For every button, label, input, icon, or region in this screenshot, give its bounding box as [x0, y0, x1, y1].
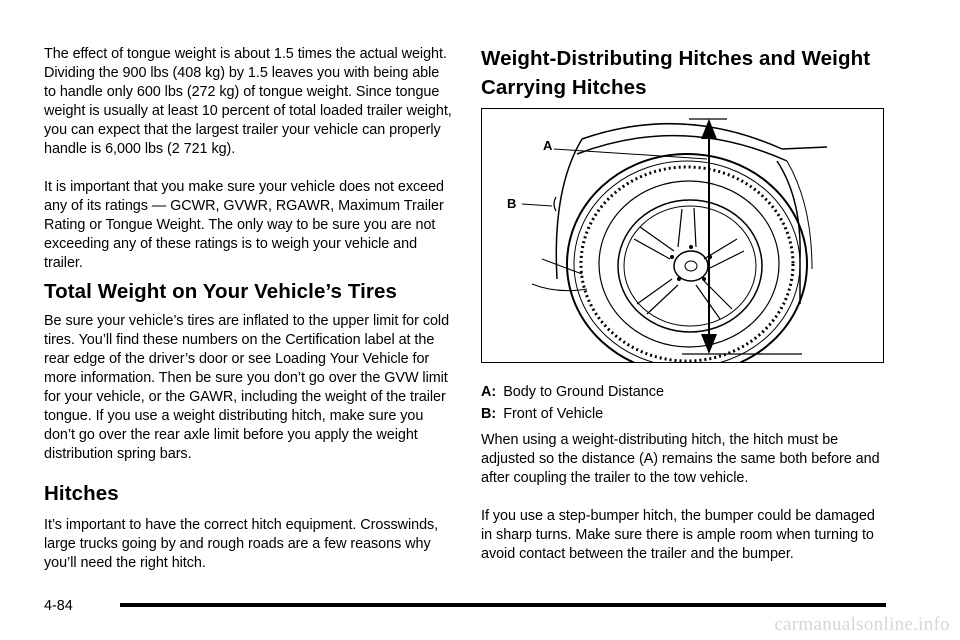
label-a: A	[543, 138, 553, 153]
weight-distributing-paragraph: When using a weight-distributing hitch, the hitch must be adjusted so the distance (A) remains the same both before and after coupling the trailer to the tow vehicle.	[481, 432, 880, 486]
tires-paragraph: Be sure your vehicle’s tires are inflated to the upper limit for cold tires. You’ll find these numbers on the Certification label at the rear edge of the driver’s door or see Loading Your Vehicle for more information. Then be sure you don’t go over the GVW limit for your vehicle, or the GAWR, including the weight of the trailer tongue. If you use a weight distributing hitch, make sure you don’t go over the rear axle limit before you apply the weight distribution spring bars.	[44, 313, 450, 462]
legend-text-a: Body to Ground Distance	[503, 384, 664, 400]
hitches-types-heading: Weight-Distributing Hitches and Weight Carrying Hitches	[481, 47, 871, 99]
ratings-paragraph: It is important that you make sure your vehicle does not exceed any of its ratings — GCWR, GVWR, RGAWR, Maximum Trailer Rating or Tongue Weight. The only way to be sure you are not exceeding any of these ratings is to weigh your vehicle and trailer.	[44, 179, 444, 271]
tongue-weight-paragraph: The effect of tongue weight is about 1.5 times the actual weight. Dividing the 900 lbs (408 kg) by 1.5 leaves you with being able to handle only 600 lbs (272 kg) of tongue weight. Since tongue weight is usually at least 10 percent of total loaded trailer weight, you can expect that the largest trailer your vehicle can properly handle is 6,000 lbs (2 721 kg).	[44, 46, 452, 157]
tire-diagram	[482, 109, 884, 363]
watermark: carmanualsonline.info	[774, 614, 950, 635]
hitches-paragraph: It’s important to have the correct hitch equipment. Crosswinds, large trucks going by and rough roads are a few reasons why you’ll need the right hitch.	[44, 517, 439, 571]
step-bumper-paragraph: If you use a step-bumper hitch, the bumper could be damaged in sharp turns. Make sure there is ample room when turning to avoid contact between the trailer and the bumper.	[481, 508, 875, 562]
legend-item-a	[481, 383, 664, 402]
tires-heading: Total Weight on Your Vehicle’s Tires	[44, 280, 397, 303]
legend-text-b: Front of Vehicle	[503, 406, 604, 422]
tire-figure	[481, 108, 884, 363]
legend-key-a: A:	[481, 384, 497, 400]
legend-item-b	[481, 405, 603, 424]
legend-key-b: B:	[481, 406, 497, 422]
page-number: 4-84	[44, 598, 73, 614]
footer-rule	[120, 603, 886, 607]
hitches-heading: Hitches	[44, 482, 119, 505]
label-b: B	[507, 196, 517, 211]
